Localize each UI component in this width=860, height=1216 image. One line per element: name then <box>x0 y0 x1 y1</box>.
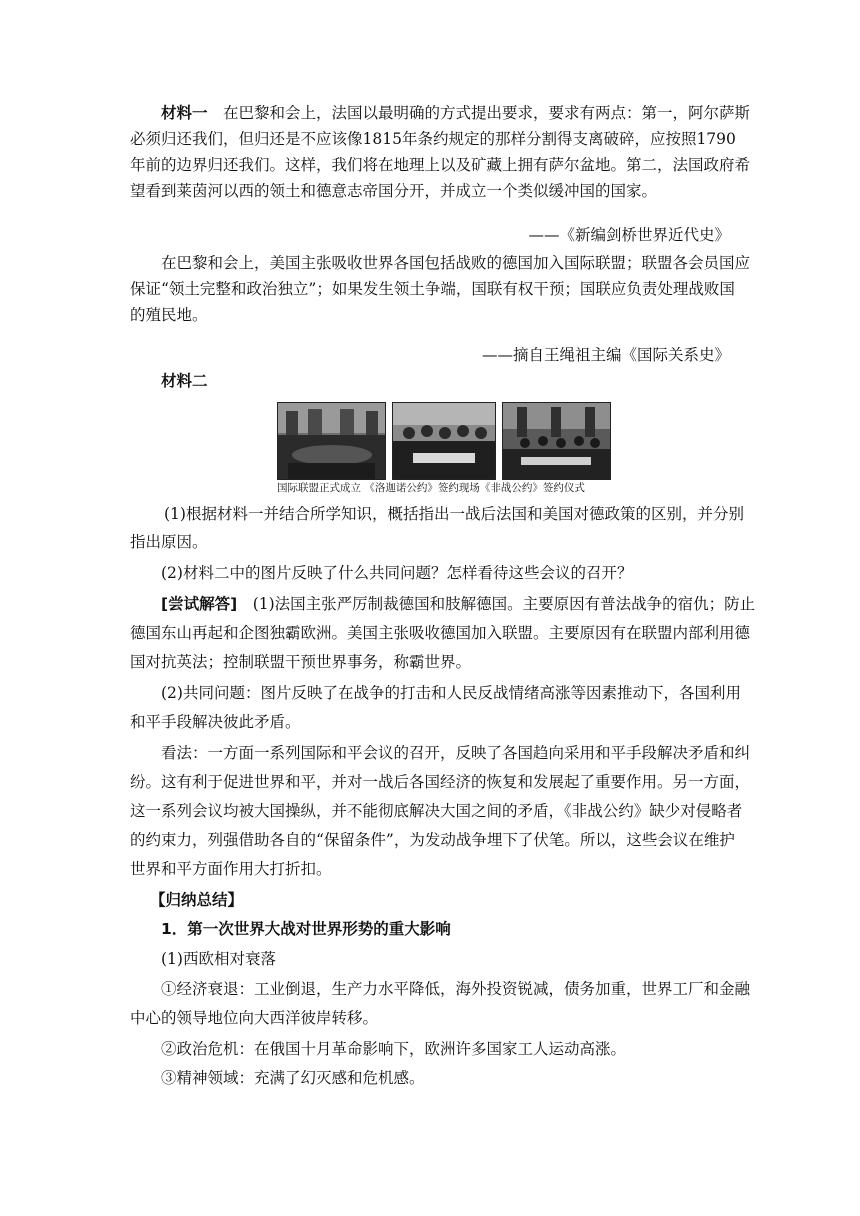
material1-line-3: 年前的边界归还我们。这样，我们将在地理上以及矿藏上拥有萨尔盆地。第二，法国政府希 <box>130 156 751 174</box>
material2-photos <box>277 402 610 478</box>
answer-1-line-2: 德国东山再起和企图独霸欧洲。美国主张吸收德国加入联盟。主要原因有在联盟内部利用德 <box>130 624 751 642</box>
answer-2-line-2: 和平手段解决彼此矛盾。 <box>130 713 301 731</box>
summary-point-3: ③精神领域：充满了幻灭感和危机感。 <box>161 1069 425 1087</box>
photo-kellogg-briand-pact <box>502 402 611 480</box>
photos-caption: 国际联盟正式成立 《洛迦诺公约》签约现场《非战公约》签约仪式 <box>277 482 585 494</box>
material1-para2-line-1: 在巴黎和会上，美国主张吸收世界各国包括战败的德国加入国际联盟；联盟各会员国应 <box>161 254 751 272</box>
material1-line-2: 必须归还我们，但归还是不应该像1815年条约规定的那样分割得支离破碎，应按照1790 <box>130 130 736 148</box>
answer-label: [尝试解答] <box>161 595 238 613</box>
answer-1-line-3: 国对抗英法；控制联盟干预世界事务，称霸世界。 <box>130 653 472 671</box>
answer-3-line-3: 这一系列会议均被大国操纵，并不能彻底解决大国之间的矛盾，《非战公约》缺少对侵略者 <box>130 802 743 820</box>
photo-league-of-nations <box>277 402 386 480</box>
material2-label: 材料二 <box>161 372 208 390</box>
photo-locarno-treaty <box>392 402 496 480</box>
summary-sub-1: (1)西欧相对衰落 <box>161 950 276 968</box>
material1-line-1: 材料一 在巴黎和会上，法国以最明确的方式提出要求，要求有两点：第一，阿尔萨斯 <box>161 104 751 122</box>
summary-heading: 【归纳总结】 <box>150 891 244 909</box>
answer-3-line-2: 纷。这有利于促进世界和平，并对一战后各国经济的恢复和发展起了重要作用。另一方面， <box>130 773 751 791</box>
question-1-line-1: (1)根据材料一并结合所学知识，概括指出一战后法国和美国对德政策的区别，并分别 <box>164 505 744 523</box>
answer-2-line-1: (2)共同问题：图片反映了在战争的打击和人民反战情绪高涨等因素推动下，各国利用 <box>161 684 741 702</box>
answer-1-line-1: [尝试解答] (1)法国主张严厉制裁德国和肢解德国。主要原因有普法战争的宿仇；防止 <box>161 595 756 613</box>
answer-3-line-4: 的约束力，列强借助各自的“保留条件”，为发动战争埋下了伏笔。所以，这些会议在维护 <box>130 831 735 849</box>
question-1-line-2: 指出原因。 <box>130 533 208 551</box>
summary-item-1: 1．第一次世界大战对世界形势的重大影响 <box>161 920 451 938</box>
question-2: (2)材料二中的图片反映了什么共同问题？怎样看待这些会议的召开？ <box>161 564 633 582</box>
material1-source-2: ——摘自王绳祖主编《国际关系史》 <box>481 346 730 364</box>
summary-point-2: ②政治危机：在俄国十月革命影响下，欧洲许多国家工人运动高涨。 <box>161 1040 627 1058</box>
material1-para2-line-3: 的殖民地。 <box>130 306 208 324</box>
answer-3-line-1: 看法：一方面一系列国际和平会议的召开，反映了各国趋向采用和平手段解决矛盾和纠 <box>161 744 751 762</box>
answer-3-line-5: 世界和平方面作用大打折扣。 <box>130 860 332 878</box>
material1-line-4: 望看到莱茵河以西的领土和德意志帝国分开，并成立一个类似缓冲国的国家。 <box>130 182 658 200</box>
summary-point-1-line-1: ①经济衰退：工业倒退，生产力水平降低，海外投资锐减，债务加重，世界工厂和金融 <box>161 980 751 998</box>
material1-label: 材料一 <box>161 104 208 122</box>
material1-source: ——《新编剑桥世界近代史》 <box>528 226 730 244</box>
summary-point-1-line-2: 中心的领导地位向大西洋彼岸转移。 <box>130 1009 379 1027</box>
material1-para2-line-2: 保证“领土完整和政治独立”；如果发生领土争端，国联有权干预；国联应负责处理战败国 <box>130 280 735 298</box>
